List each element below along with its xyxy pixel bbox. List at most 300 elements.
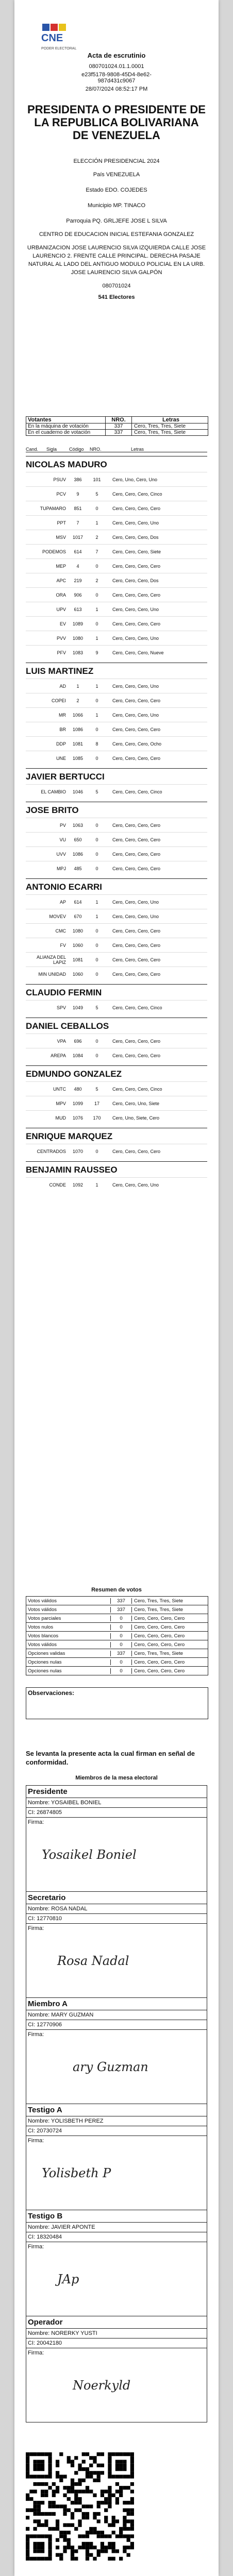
party-code: 1086 [72,726,84,732]
party-votes-letters: Cero, Cero, Cero, Uno [112,913,159,919]
party-row [26,530,207,544]
member-role: Operador [28,2318,63,2327]
party-votes-letters: Cero, Cero, Cero, Cero [112,726,161,732]
summary-letters: Cero, Tres, Tres, Siete [131,1607,208,1613]
member-name: Nombre: NORERKY YUSTI [26,2328,207,2338]
party-code: 613 [74,606,82,612]
summary-letters: Cero, Cero, Cero, Cero [131,1616,208,1621]
party-votes-letters: Cero, Cero, Cero, Cero [112,1053,161,1058]
observations-box [26,1687,208,1719]
party-row [26,952,207,967]
party-votes: 1 [95,913,98,919]
member-box [26,1785,207,1892]
candidate-name: BENJAMIN RAUSSEO [26,1161,207,1177]
member-role: Miembro A [28,1999,68,2008]
summary-number: 337 [110,1651,131,1656]
party-sigla: COPEI [51,698,66,703]
party-votes-letters: Cero, Cero, Cero, Cinco [112,1086,162,1092]
party-sigla: UVV [56,851,66,857]
party-sigla: PCV [56,491,66,497]
summary-label: Votos nulos [28,1624,54,1630]
party-votes: 0 [95,837,98,842]
party-votes-letters: Cero, Cero, Cero, Cinco [112,491,162,497]
candidate-name: JAVIER BERTUCCI [26,768,207,784]
member-role: Secretario [28,1893,66,1902]
party-row [26,832,207,846]
party-row [26,846,207,861]
election-title: PRESIDENTA O PRESIDENTE DE LA REPUBLICA BOLIVARIANA DE VENEZUELA [27,103,206,142]
party-sigla: EV [59,621,66,626]
handwritten-signature: Yolisbeth P [42,2166,111,2180]
summary-label: Votos válidos [28,1598,57,1604]
party-sigla: MSV [56,534,66,540]
party-code: 1049 [72,1005,84,1010]
center-address: URBANIZACION JOSE LAURENCIO SILVA IZQUIERDA CALLE JOSE LAURENCIO 2. FRENTE CALLE PRINCIPAL. DERECHA PASAJE NATURAL AL LADO DEL ANTIGUO MODULO POLICIAL EN LA URB. JOSE LAURENCIO SILVA GALPÓN [27,245,206,276]
summary-label: Opciones validas [28,1650,65,1656]
party-code: 1089 [72,621,84,626]
party-code: 1060 [72,942,84,948]
party-sigla: MUD [55,1115,66,1121]
candidate-name: EDMUNDO GONZALEZ [26,1065,207,1081]
party-sigla: VU [59,837,66,842]
party-votes: 0 [95,928,98,934]
party-code: 1084 [72,1053,84,1058]
member-name: Nombre: YOSAIBEL BONIEL [26,1798,207,1807]
party-sigla: AP [59,899,66,905]
party-row [26,472,207,486]
summary-row [26,1614,208,1622]
party-votes-letters: Cero, Cero, Cero, Uno [112,520,159,526]
center-code: 080701024 [102,283,131,289]
state: Estado EDO. COJEDES [86,187,147,193]
members-section [26,1785,207,2422]
candidate-name: ENRIQUE MARQUEZ [26,1128,207,1144]
qr-code [26,2452,134,2561]
member-role: Testigo A [28,2106,62,2114]
party-sigla: SPV [56,1005,66,1010]
summary-letters: Cero, Cero, Cero, Cero [131,1668,208,1674]
party-votes: 0 [95,621,98,626]
party-votes-letters: Cero, Cero, Cero, Cero [112,928,161,934]
party-sigla: VPA [57,1038,66,1044]
party-votes-letters: Cero, Cero, Cero, Cero [112,755,161,761]
party-code: 1017 [72,534,84,540]
acta-datetime: 28/07/2024 08:52:17 PM [85,86,148,92]
party-code: 1081 [72,957,84,962]
member-role: Testigo B [28,2212,63,2221]
party-sigla: FV [60,942,66,948]
member-box [26,2316,207,2422]
party-row [26,938,207,952]
party-row [26,1033,207,1048]
party-votes: 101 [93,477,101,482]
party-row [26,616,207,631]
party-sigla: BR [59,726,66,732]
party-code: 2 [76,698,79,703]
party-code: 1046 [72,789,84,794]
party-code: 906 [74,592,82,598]
center-name: CENTRO DE EDUCACION INICIAL ESTEFANIA GONZALEZ [39,231,194,238]
member-box [26,2210,207,2316]
party-row [26,967,207,981]
party-code: 1080 [72,635,84,641]
party-sigla: APC [56,578,66,583]
party-code: 1092 [72,1182,84,1188]
party-votes: 1 [95,712,98,718]
party-code: 696 [74,1038,82,1044]
party-votes: 0 [95,851,98,857]
summary-table [26,1596,208,1675]
party-votes: 1 [95,1182,98,1188]
candidate-block [26,1161,207,1192]
table-row: En la máquina de votación 337 Cero, Tres, Tres, Siete [26,423,208,429]
party-row [26,631,207,645]
voters-table [26,416,208,436]
party-sigla: MEP [56,563,66,569]
party-sigla: PVV [56,635,66,641]
candidate-name: CLAUDIO FERMIN [26,984,207,1000]
party-votes: 0 [95,942,98,948]
party-sigla: CMC [55,928,66,934]
party-code: 1066 [72,712,84,718]
member-id: CI: 12770810 [26,1913,207,1923]
acta-number: 080701024.01.1.0001 [89,63,144,70]
party-row [26,707,207,722]
party-code: 219 [74,578,82,583]
party-row [26,923,207,938]
party-code: 670 [74,913,82,919]
party-votes-letters: Cero, Cero, Cero, Cero [112,698,161,703]
party-sigla: EL CAMBIO [41,789,66,794]
party-votes-letters: Cero, Cero, Cero, Dos [112,578,159,583]
summary-row [26,1631,208,1640]
voters-count: 541 Electores [98,294,135,300]
party-sigla: UNE [56,755,66,761]
candidate-block [26,984,207,1014]
summary-row [26,1649,208,1657]
member-signature-label: Firma: [26,2029,207,2039]
party-row [26,1096,207,1110]
party-votes: 0 [95,1148,98,1154]
summary-letters: Cero, Cero, Cero, Cero [131,1659,208,1665]
party-votes-letters: Cero, Cero, Cero, Cero [112,866,161,871]
summary-row [26,1605,208,1614]
handwritten-signature: JAp [57,2272,79,2286]
summary-row [26,1666,208,1675]
member-name: Nombre: MARY GUZMAN [26,2010,207,2020]
party-row [26,645,207,659]
party-votes: 7 [95,549,98,554]
party-votes-letters: Cero, Cero, Cero, Cero [112,957,161,962]
member-box [26,1891,207,1998]
summary-number: 0 [110,1624,131,1630]
party-votes-letters: Cero, Cero, Cero, Cero [112,505,161,511]
party-votes: 0 [95,698,98,703]
party-votes-letters: Cero, Cero, Cero, Cinco [112,1005,162,1010]
acta-title: Acta de escrutinio [87,52,146,59]
party-sigla: ORA [56,592,66,598]
party-votes: 0 [95,822,98,828]
summary-row [26,1622,208,1631]
party-code: 614 [74,899,82,905]
party-votes: 0 [95,1038,98,1044]
party-row [26,751,207,765]
party-votes: 1 [95,635,98,641]
party-sigla: PSUV [53,477,66,482]
summary-title: Resumen de votos [91,1587,142,1593]
party-code: 4 [76,563,79,569]
candidate-block [26,878,207,981]
party-row [26,1048,207,1062]
summary-label: Votos válidos [28,1641,57,1648]
party-code: 1085 [72,755,84,761]
party-code: 1070 [72,1148,84,1154]
party-votes: 2 [95,578,98,583]
summary-letters: Cero, Tres, Tres, Siete [131,1598,208,1604]
party-votes-letters: Cero, Cero, Cero, Cero [112,592,161,598]
party-votes: 1 [95,520,98,526]
summary-letters: Cero, Cero, Cero, Cero [131,1642,208,1648]
party-votes: 9 [95,650,98,655]
summary-number: 0 [110,1633,131,1639]
party-votes-letters: Cero, Uno, Cero, Uno [112,477,158,482]
party-sigla: MOVEV [49,913,66,919]
closing-text: Se levanta la presente acta la cual firman en señal de conformidad. [26,1750,195,1766]
party-sigla: AREPA [51,1053,66,1058]
party-votes: 5 [95,1086,98,1092]
summary-row [26,1657,208,1666]
party-votes: 170 [93,1115,101,1121]
handwritten-signature: Yosaikel Boniel [42,1848,137,1862]
party-votes: 8 [95,741,98,747]
party-sigla: MPV [56,1100,66,1106]
party-sigla: TUPAMARO [40,505,66,511]
party-votes: 0 [95,563,98,569]
letras-header: Letras [131,417,208,423]
member-id: CI: 20042180 [26,2338,207,2348]
party-votes: 5 [95,491,98,497]
party-code: 1 [76,683,79,689]
party-sigla: ALIANZA DEL LAPIZ [36,954,66,965]
party-row [26,515,207,530]
candidate-block [26,1018,207,1062]
party-code: 1083 [72,650,84,655]
party-sigla: MIN UNIDAD [38,971,66,977]
party-votes: 1 [95,606,98,612]
summary-number: 337 [110,1607,131,1613]
party-votes: 0 [95,726,98,732]
summary-number: 0 [110,1668,131,1674]
party-table-header: Cand. Sigla Código NRO. Letras [26,447,207,452]
candidate-block [26,802,207,875]
party-code: 386 [74,477,82,482]
candidate-block [26,663,207,765]
summary-label: Votos válidos [28,1606,57,1613]
party-row [26,736,207,751]
summary-number: 0 [110,1642,131,1648]
acta-paper [14,0,219,2576]
country: País VENEZUELA [93,172,140,178]
party-row [26,693,207,707]
party-sigla: PV [59,822,66,828]
handwritten-signature: Rosa Nadal [57,1954,129,1968]
party-code: 851 [74,505,82,511]
party-votes-letters: Cero, Cero, Cero, Cero [112,1038,161,1044]
party-votes: 0 [95,957,98,962]
summary-label: Votos blancos [28,1633,59,1639]
party-row [26,784,207,799]
party-votes: 17 [94,1100,99,1106]
party-votes-letters: Cero, Cero, Cero, Cero [112,563,161,569]
summary-row [26,1597,208,1605]
party-votes-letters: Cero, Cero, Cero, Nueve [112,650,164,655]
member-signature-label: Firma: [26,2348,207,2358]
party-sigla: UPV [56,606,66,612]
candidate-block [26,1065,207,1125]
party-sigla: UNTC [53,1086,66,1092]
voters-header: Votantes [28,417,52,423]
party-sigla: PPT [57,520,66,526]
party-votes-letters: Cero, Cero, Cero, Uno [112,899,159,905]
nro-header: NRO. [105,417,131,423]
party-row [26,818,207,832]
party-code: 9 [76,491,79,497]
party-votes-letters: Cero, Cero, Cero, Uno [112,683,159,689]
party-sigla: CONDE [49,1182,66,1188]
party-row [26,861,207,875]
members-title: Miembros de la mesa electoral [75,1775,158,1781]
party-votes: 0 [95,1053,98,1058]
member-box [26,2104,207,2210]
summary-letters: Cero, Cero, Cero, Cero [131,1624,208,1630]
party-code: 1060 [72,971,84,977]
party-code: 1099 [72,1100,84,1106]
summary-label: Opciones nulas [28,1659,62,1665]
party-row [26,486,207,501]
party-code: 7 [76,520,79,526]
party-row [26,722,207,736]
party-votes-letters: Cero, Cero, Cero, Cero [112,851,161,857]
member-signature-label: Firma: [26,2242,207,2251]
party-row [26,501,207,515]
table-row: En el cuaderno de votación 337 Cero, Tres, Tres, Siete [26,429,208,435]
summary-letters: Cero, Cero, Cero, Cero [131,1633,208,1639]
party-sigla: MPJ [57,866,66,871]
summary-label: Votos parciales [28,1615,61,1621]
election-line: ELECCIÓN PRESIDENCIAL 2024 [73,158,160,164]
candidate-block [26,1128,207,1158]
party-votes-letters: Cero, Cero, Cero, Siete [112,549,161,554]
party-votes-letters: Cero, Cero, Cero, Cero [112,621,161,626]
party-row [26,587,207,602]
member-signature-label: Firma: [26,1817,207,1827]
party-votes-letters: Cero, Cero, Uno, Siete [112,1100,160,1106]
cne-logo [37,21,85,53]
party-votes-letters: Cero, Cero, Cero, Uno [112,712,159,718]
member-id: CI: 20730724 [26,2126,207,2136]
party-code: 485 [74,866,82,871]
party-votes-letters: Cero, Cero, Cero, Cero [112,837,161,842]
member-name: Nombre: YOLISBETH PEREZ [26,2116,207,2126]
party-code: 480 [74,1086,82,1092]
party-sigla: CENTRADOS [37,1148,66,1154]
party-row [26,1144,207,1158]
candidate-name: DANIEL CEBALLOS [26,1018,207,1033]
member-box [26,1997,207,2104]
parish: Parroquia PQ. GRLJEFE JOSE L SILVA [66,218,167,224]
candidate-block [26,456,207,659]
party-sigla: AD [59,683,66,689]
party-votes: 5 [95,1005,98,1010]
party-votes: 0 [95,971,98,977]
party-sigla: PFV [57,650,66,655]
party-votes-letters: Cero, Cero, Cero, Ocho [112,741,162,747]
party-votes: 1 [95,899,98,905]
party-sigla: MR [59,712,66,718]
party-votes: 0 [95,755,98,761]
candidate-name: NICOLAS MADURO [26,456,207,472]
candidate-name: ANTONIO ECARRI [26,878,207,894]
candidate-name: JOSE BRITO [26,802,207,818]
party-votes-letters: Cero, Cero, Cero, Uno [112,635,159,641]
municipality: Municipio MP. TINACO [87,202,146,209]
summary-label: Opciones nulas [28,1668,62,1674]
party-row [26,894,207,909]
party-votes-letters: Cero, Cero, Cero, Cinco [112,789,162,794]
party-votes: 0 [95,505,98,511]
member-signature-label: Firma: [26,1923,207,1933]
member-name: Nombre: JAVIER APONTE [26,2222,207,2232]
party-code: 1080 [72,928,84,934]
party-row [26,1081,207,1096]
party-votes: 5 [95,789,98,794]
party-row [26,1177,207,1192]
party-row [26,558,207,573]
party-votes-letters: Cero, Cero, Cero, Cero [112,971,161,977]
member-name: Nombre: ROSA NADAL [26,1904,207,1913]
party-votes: 0 [95,866,98,871]
candidates-section [26,456,207,1195]
party-votes-letters: Cero, Cero, Cero, Uno [112,1182,159,1188]
summary-number: 337 [110,1598,131,1604]
summary-number: 0 [110,1616,131,1621]
candidate-block [26,768,207,799]
acta-hash-2: 987d431c9067 [97,78,136,84]
party-votes: 2 [95,534,98,540]
party-row [26,573,207,587]
party-code: 1063 [72,822,84,828]
party-row [26,909,207,923]
svg-text:PODER ELECTORAL: PODER ELECTORAL [41,47,77,50]
handwritten-signature: Noerkyld [73,2378,131,2393]
summary-row [26,1640,208,1649]
party-row [26,679,207,693]
member-id: CI: 26874805 [26,1807,207,1817]
party-code: 650 [74,837,82,842]
party-votes: 0 [95,592,98,598]
party-votes-letters: Cero, Cero, Cero, Cero [112,822,161,828]
party-row [26,1000,207,1014]
party-row [26,1110,207,1125]
observations-label: Observaciones: [28,1689,75,1697]
party-sigla: PODEMOS [42,549,66,554]
acta-hash-1: e23f5178-9808-45D4-8e62- [81,72,152,78]
party-code: 1081 [72,741,84,747]
member-id: CI: 18320484 [26,2232,207,2242]
member-role: Presidente [28,1787,68,1796]
svg-text:CNE: CNE [41,32,63,44]
summary-number: 0 [110,1659,131,1665]
